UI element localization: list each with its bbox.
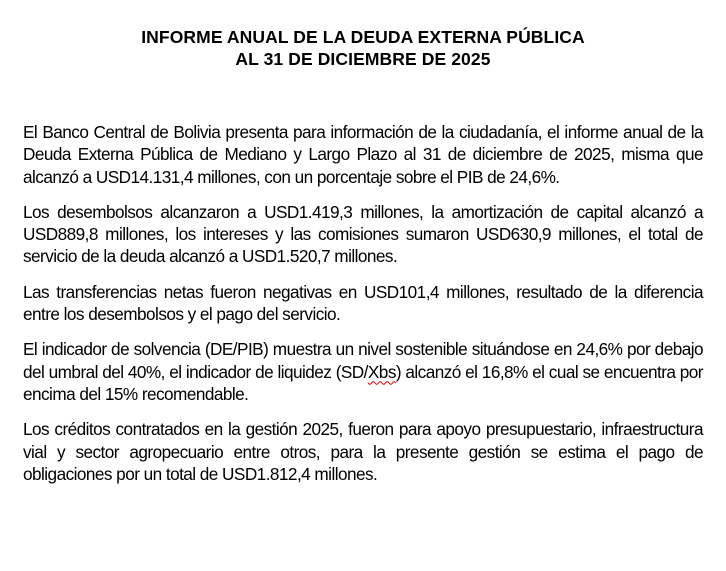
indicators-text-after: ) alcanzó el 16,8% el cual se encuentra por encima del 15% recomendable. — [23, 361, 703, 404]
paragraph-credits-obligations: Los créditos contratados en la gestión 2025, fueron para apoyo presupuestario, infraestructura vial y sector agropecuario entre otros, para la presente gestión se estima el pago de obligaciones por un total de USD1.812,4 millones. — [23, 419, 703, 484]
report-title-line-1: INFORME ANUAL DE LA DEUDA EXTERNA PÚBLICA — [141, 27, 585, 47]
indicators-text-before: El indicador de solvencia (DE/PIB) muestra un nivel sostenible situándose en 24,6% por debajo del umbral del 40%, el indicador de liquidez (SD/ — [23, 339, 703, 382]
spellcheck-flagged-word[interactable]: Xbs — [367, 361, 396, 382]
paragraph-debt-stock: El Banco Central de Bolivia presenta para información de la ciudadanía, el informe anual de la Deuda Externa Pública de Mediano y Largo Plazo al 31 de diciembre de 2025, misma que alcanzó a USD14.131,4 millones, con un porcentaje sobre el PIB de 24,6%. — [23, 122, 703, 187]
report-body — [23, 121, 703, 498]
paragraph-indicators — [23, 338, 703, 405]
paragraph-disbursements-service: Los desembolsos alcanzaron a USD1.419,3 millones, la amortización de capital alcanzó a USD889,8 millones, los intereses y las comisiones sumaron USD630,9 millones, el total de servicio de la deuda alcanzó a USD1.520,7 millones. — [23, 201, 703, 267]
paragraph-net-transfers: Las transferencias netas fueron negativas en USD101,4 millones, resultado de la diferencia entre los desembolsos y el pago del servicio. — [23, 281, 703, 325]
report-title — [0, 26, 726, 70]
report-title-line-2: AL 31 DE DICIEMBRE DE 2025 — [235, 49, 491, 69]
